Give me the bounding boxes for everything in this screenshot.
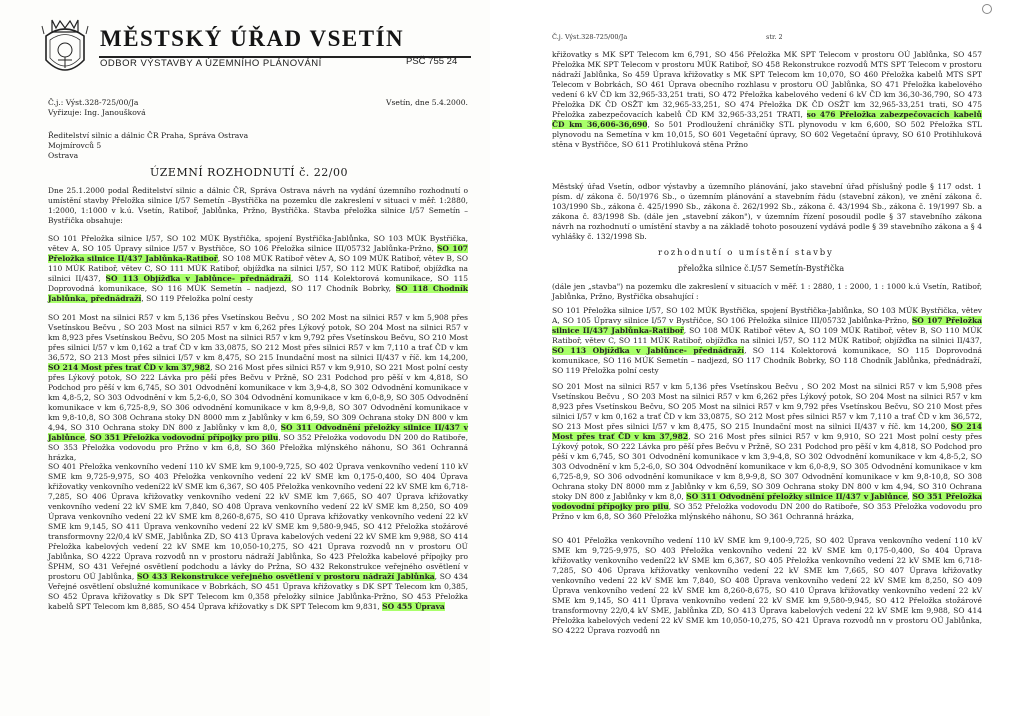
decision-title: ÚZEMNÍ ROZHODNUTÍ č. 22/00	[150, 166, 348, 179]
scope-paragraph: (dále jen „stavba") na pozemku dle zakreslení v situacích v měř. 1 : 2880, 1 : 2000, 1 : 1000 k.ú Vsetín, Ratiboř, Jablůnka, Pržno, Bystřička obsahující :	[552, 282, 982, 301]
paragraph-text: křižovatky s MK SPT Telecom km 6,791, SO 456 Přeložka MK SPT Telecom v prostoru OÚ Jablůnka, SO 457 Přeložka MK SPT Telecom v prostoru MÚK Ratiboř, SO 458 Rekonstrukce rozvodů MTS SPT Telecom v prostoru nádraží Jablůnka, So 459 Úprava křižovatky s MK SPT Telecom km 10,070, SO 460 Přeložka kabelů MTS SPT Telecom v Bobrkách, SO 461 Úprava obecního rozhlasu v prostoru OÚ Jablůnka, SO 471 Přeložka kabelového vedení 6 kV ČD km 32,965-33,251 trati, SO 472 Přeložka kabelového vedení 6 kV ČD km 36,30-36,790, SO 473 Přeložka DK ČD OSŽT km 32,965-33,251, SO 474 Přeložka DK ČD OSŽT km 32,965-33,251 trati, SO 475 Přeložka zabezpečovacích kabelů ČD KM 32,965-33,251 TRATI,	[552, 50, 982, 119]
highlighted-item: SO 113 Objížďka v Jablůnce- přednádraží	[552, 346, 745, 355]
paragraph-text: SO 101 Přeložka silnice I/57, SO 102 MÚK Bystřička, spojení Bystřička-Jablůnka, SO 103 MÚK Bystřička, větev A, SO 105 Úpravy silnice I/57 v Bystřičce, SO 106 Přeložka silnice III/05732 Jablůnka-Pržno,	[552, 306, 982, 325]
document-page-1	[0, 0, 490, 716]
highlighted-item: SO 214 Most přes trať ČD v km 37,982	[552, 422, 982, 441]
paragraph-text: , SO 108 MÚK Ratiboř větev A, SO 109 MÚK Ratiboř, větev B, SO 110 MÚK Ratiboř, větev C, SO 111 MÚK Ratiboř, objížďka na silnici I/57, SO 112 MÚK Ratiboř, objížďka na silnici II/437,	[48, 254, 468, 283]
highlighted-item: SO 351 Přeložka vodovodní přípojky pro pilu	[552, 492, 983, 511]
addressee-line-1: Ředitelství silnic a dálnic ČR Praha, Správa Ostrava	[48, 131, 249, 140]
office-name: MĚSTSKÝ ÚŘAD VSETÍN	[100, 26, 405, 51]
highlighted-item: SO 214 Most přes trať ČD v km 37,982	[48, 363, 211, 372]
paragraph-text: SO 201 Most na silnici R57 v km 5,136 přes Vsetínskou Bečvu , SO 202 Most na silnici R57 v km 5,908 přes Vsetínskou Bečvu , SO 203 Most na silnici R57 v km 6,262 přes Lýkový potok, SO 204 Most na silnici R57 v km 8,923 přes Vsetínskou Bečvu, SO 205 Most na silnici R57 v km 9,792 přes Vsetínskou Bečvu, SO 210 Most přes silnici I/57 v km 0,162 a trať ČD v km 33,0875, SO 212 Most přes silnici R57 v km 7,110 a trať ČD v km 36,572, SO 213 Most přes silnici I/57 v km 8,475, SO 215 Inundační most na silnici II/437 v říč. km 14,200,	[552, 382, 982, 431]
page-2-objects-continued	[552, 50, 982, 150]
page-2-reference: Č.j. Výst.328-725/00/Ja	[552, 33, 628, 41]
addressee-line-2: Mojmírovců 5	[48, 141, 102, 150]
addressee-line-3: Ostrava	[48, 151, 79, 160]
highlighted-item: SO 311 Odvodnění přeložky silnice II/437 v Jablůnce	[686, 492, 908, 501]
paragraph-text: , So 501 Prodloužení chráničky STL plynovodu v km 6,600, SO 502 Přeložka STL plynovodu na Semetína v km 10,015, SO 601 Vegetační úpravy, SO 602 Vegetační úpravy, SO 610 Protihluková stěna v Bystřičce, SO 611 Protihluková stěna Pržno	[552, 120, 982, 149]
page-gutter	[490, 0, 506, 716]
paragraph-text: , SO 216 Most přes silnici R57 v km 9,910, SO 221 Most polní cesty přes Lýkový potok, SO 222 Lávka pro pěší přes Bečvu v Pržně, SO 231 Podchod pro pěší v km 4,818, SO Podchod pro pěší v km 6,745, SO 301 Odvodnění komunikace v km 3,9-4,8, SO 302 Odvodnění komunikace v km 4,8-5,2, SO 303 Odvodnění v km 5,2-6,0, SO 304 Odvodnění komunikace v km 6,0-8,9, SO 305 Odvodnění komunikace v km 6,725-8,9, SO 306 odvodnění komunikace v km 8,9-9,8, SO 307 Odvodnění komunikace v km 9,8-10,8, SO 308 Ochrana stoky DN 8000 mm z Jablůnky v km 6,59, SO 309 Ochrana stoky DN 800 v km 4,94, SO 310 Ochrana stoky DN 800 z Jablůnky v km 8,0,	[48, 363, 468, 432]
decision-subheading: přeložka silnice č.I/57 Semetín-Bystřička	[678, 264, 845, 273]
highlighted-item: so 476 Přeložka zabezpečovacích kabelů ČD km 36,606-36,690	[552, 110, 982, 129]
page-2-objects-paragraph-400: SO 401 Přeložka venkovního vedení 110 kV SME km 9,100-9,725, SO 402 Úprava venkovního vedení 110 kV SME km 9,725-9,975, SO 403 Přeložka venkovního vedení 22 kV SME km 0,175-0,400, So 404 Úprava křižovatky venkovního vedení22 kV SME km 6,367, SO 405 Přeložka venkovního vedení 22 kV SME km 6,718-7,285, SO 406 Úprava křižovatky venkovního vedení 22 kV SME km 7,665, SO 407 Úprava křižovatky venkovního vedení 22 kV SME km 7,840, SO 408 Úprava venkovního vedení 22 kV SME km 8,250, SO 409 Úprava venkovního vedení 22 kV SME km 8,260-8,675, SO 410 Úprava křižovatky venkovního vedení 22 kV SME km 9,145, SO 411 Úprava venkovního vedení 22 kV SME km 9,580-9,945, SO 412 Přeložka stožárové transformovny 22/0,4 kV SME, Jablůnka ZD, SO 413 Úprava kabelových vedení 22 kV SME km 9,988, SO 414 Přeložka kabelových vedení 22 kV SME km 10,050-10,275, SO 421 Úprava rozvodů nn v prostoru OÚ Jablůnka, SO 4222 Úprava rozvodů nn	[552, 536, 982, 635]
objects-paragraph-400	[48, 462, 468, 612]
paragraph-text: ,	[84, 433, 90, 442]
objects-paragraph-200	[48, 313, 468, 463]
highlighted-item: SO 311 Odvodnění přeložky silnice II/437 v Jablůnce	[48, 423, 468, 442]
paragraph-text: , SO 119 Přeložka polní cesty	[141, 294, 253, 303]
handled-by: Vyřizuje: Ing. Janoušková	[48, 108, 146, 117]
corner-mark	[982, 4, 992, 14]
highlighted-item: SO 433 Rekonstrukce veřejného osvětlení v prostoru nádraží Jablůnka	[136, 572, 435, 581]
paragraph-text: SO 401 Přeložka venkovního vedení 110 kV SME km 9,100-9,725, SO 402 Úprava venkovního vedení 110 kV SME km 9,725-9,975, SO 403 Přeložka venkovního vedení 22 kV SME km 0,175-0,400, SO 404 Úprava křižovatky venkovního vedení22 kV SME km 6,367, SO 405 Přeložka venkovního vedení 22 kV SME km 6,718-7,285, SO 406 Úprava křižovatky venkovního vedení 22 kV SME km 7,665, SO 407 Úprava křižovatky venkovního vedení 22 kV SME km 7,840, SO 408 Úprava venkovního vedení 22 kV SME km 8,250, SO 409 Úprava venkovního vedení 22 kV SME km 8,260-8,675, SO 410 Úprava křižovatky venkovního vedení 22 kV SME km 9,145, SO 411 Úprava venkovního vedení 22 kV SME km 9,580-9,945, SO 412 Přeložka stožárové transformovny 22/0,4 kV SME, Jablůnka ZD, SO 413 Úprava kabelových vedení 22 kV SME km 9,988, SO 414 Přeložka kabelových vedení 22 kV SME km 10,050-10,275, SO 421 Úprava rozvodů nn v prostoru OÚ Jablůnka, SO 4222 Úprava rozvodů nn v prostoru nádraží Jablůnka, So 423 Přeložka kabelové přípojky pro ŠPHM, SO 431 Veřejné osvětlení podchodu a lávky do Pržna, SO 432 Rekonstrukce veřejného osvětlení v prostoru OÚ Jablůnka,	[48, 462, 469, 581]
paragraph-text: , SO 216 Most přes silnici R57 v km 9,910, SO 221 Most polní cesty přes Lýkový potok, SO 222 Lávka pro pěší přes Bečvu v Pržně, SO 231 Podchod pro pěší v km 4,818, SO Podchod pro pěší v km 6,745, SO 301 Odvodnění komunikace v km 3,9-4,8, SO 302 Odvodnění komunikace v km 4,8-5,2, SO 303 Odvodnění v km 5,2-6,0, SO 304 Odvodnění komunikace v km 6,0-8,9, SO 305 Odvodnění komunikace v km 6,725-8,9, SO 306 odvodnění komunikace v km 8,9-9,8, SO 307 Odvodnění komunikace v km 9,8-10,8, SO 308 Ochrana stoky DN 8000 mm z Jablůnky v km 6,59, SO 309 Ochrana stoky DN 800 v km 4,94, SO 310 Ochrana stoky DN 800 z Jablůnky v km 8,0,	[552, 432, 982, 501]
reference-number: Č.j.: Výst.328-725/00/Ja	[48, 98, 139, 107]
paragraph-text: SO 101 Přeložka silnice I/57, SO 102 MÚK Bystřička, spojení Bystřička-Jablůnka, SO 103 MÚK Bystřička, větev A, SO 105 Úpravy silnice I/57 v Bystřičce, SO 106 Přeložka silnice III/05732 Jablůnka-Pržno,	[48, 234, 468, 253]
paragraph-text: , SO 352 Přeložka vodovodu DN 200 do Ratiboře, SO 353 Přeložka vodovodu pro Pržno v km 6,8, SO 360 Přeložka mlýnského náhonu, SO 361 Ochranná hrázka,	[552, 502, 982, 521]
paragraph-text: , SO 108 MÚK Ratiboř větev A, SO 109 MÚK Ratiboř, větev B, SO 110 MÚK Ratiboř, větev C, SO 111 MÚK Ratiboř, objížďka na silnici I/57, SO 112 MÚK Ratiboř, objížďka na silnici II/437,	[552, 326, 982, 345]
highlighted-item: SO 455 Úprava	[382, 602, 445, 611]
paragraph-text: , SO 434 Veřejné osvětlení obslužné komunikace v Bobrkách, SO 451 Úprava křižovatky s DK SPT Telecom km 0,385, SO 452 Úprava křižovatky s Dk SPT Telecom km 0,358 přeložky silnice Jablůnka-Pržno, SO 453 Přeložka kabelů SPT Telecom km 8,885, SO 454 Úprava křižovatky s DK SPT Telecom km 9,831,	[48, 572, 468, 611]
intro-paragraph: Dne 25.1.2000 podal Ředitelství silnic a dálnic ČR, Správa Ostrava návrh na vydání územního rozhodnutí o umístění stavby Přeložka silnice I/57 Semetín –Bystřička na pozemku dle zakreslení v situaci v měř. 1:2880, 1:2000, 1:1000 v k.ú. Vsetín, Ratiboř, Jablůnka, Pržno, Bystřička. Stavba přeložka silnice I/57 Semetín – Bystřička obsahuje:	[48, 186, 468, 225]
highlighted-item: SO 107 Přeložka silnice II/437 Jablůnka-Ratiboř	[48, 244, 469, 263]
page-2-objects-paragraph-100	[552, 306, 982, 376]
paragraph-text: , SO 114 Kolektorová komunikace, SO 115 Doprovodná komunikace, SO 116 MÚK Semetín – nadjezd, SO 117 Chodník Bobrky, SO 118 Chodník Jablůnka, přednádraží, SO 119 Přeložka polní cesty	[552, 346, 982, 375]
highlighted-item: SO 113 Objížďka v Jablůnce- přednádraží	[105, 274, 291, 283]
highlighted-item: SO 118 Chodník Jablůnka, přednádraží	[48, 284, 468, 303]
town-crest-icon	[40, 16, 90, 82]
highlighted-item: SO 351 Přeložka vodovodní přípojky pro pilu	[89, 433, 279, 442]
page-number: str. 2	[766, 33, 783, 41]
authority-paragraph: Městský úřad Vsetín, odbor výstavby a územního plánování, jako stavební úřad příslušný podle § 117 odst. 1 písm. d/ zákona č. 50/1976 Sb., o územním plánování a stavebním řádu (stavební zákon), ve znění zákona č. 103/1990 Sb., zákona č. 425/1990 Sb., zákona č. 262/1992 Sb., zákona č. 43/1994 Sb., zákona č. 19/1997 Sb. a zákona č. 83/1998 Sb. (dále jen „stavební zákon"), v územním řízení posoudil podle § 37 stavebního zákona návrh na rozhodnutí o umístění stavby a na základě tohoto posouzení vydává podle § 39 stavebního zákona a § 4 vyhlášky č. 132/1998 Sb.	[552, 182, 982, 241]
page-2-objects-paragraph-200	[552, 382, 982, 522]
place-date: Vsetín, dne 5.4.2000.	[386, 98, 468, 107]
objects-paragraph-100	[48, 234, 468, 304]
paragraph-text: ,	[907, 492, 913, 501]
department-name: ODBOR VÝSTAVBY A ÚZEMNÍHO PLÁNOVÁNÍ	[100, 58, 322, 69]
paragraph-text: , SO 352 Přeložka vodovodu DN 200 do Ratiboře, SO 353 Přeložka vodovodu pro Pržno v km 6,8, SO 360 Přeložka mlýnského náhonu, SO 361 Ochranná hrázka,	[48, 433, 468, 462]
highlighted-item: SO 107 Přeložka silnice II/437 Jablůnka-Ratiboř	[552, 316, 983, 335]
paragraph-text: SO 201 Most na silnici R57 v km 5,136 přes Vsetínskou Bečvu , SO 202 Most na silnici R57 v km 5,908 přes Vsetínskou Bečvu , SO 203 Most na silnici R57 v km 6,262 přes Lýkový potok, SO 204 Most na silnici R57 v km 8,923 přes Vsetínskou Bečvu, SO 205 Most na silnici R57 v km 9,792 přes Vsetínskou Bečvu, SO 210 Most přes silnici I/57 v km 0,162 a trať ČD v km 33,0875, SO 212 Most přes silnici R57 v km 7,110 a trať ČD v km 36,572, SO 213 Most přes silnici I/57 v km 8,475, SO 215 Inundační most na silnici II/437 v říč. km 14,200,	[48, 313, 468, 362]
decision-heading: rozhodnutí o umístění stavby	[658, 248, 834, 258]
postal-code: PSČ 755 24	[406, 56, 458, 67]
paragraph-text: , SO 114 Kolektorová komunikace, SO 115 Doprovodná komunikace, SO 116 MÚK Semetín – nadjezd, SO 117 Chodník Bobrky,	[48, 274, 468, 293]
